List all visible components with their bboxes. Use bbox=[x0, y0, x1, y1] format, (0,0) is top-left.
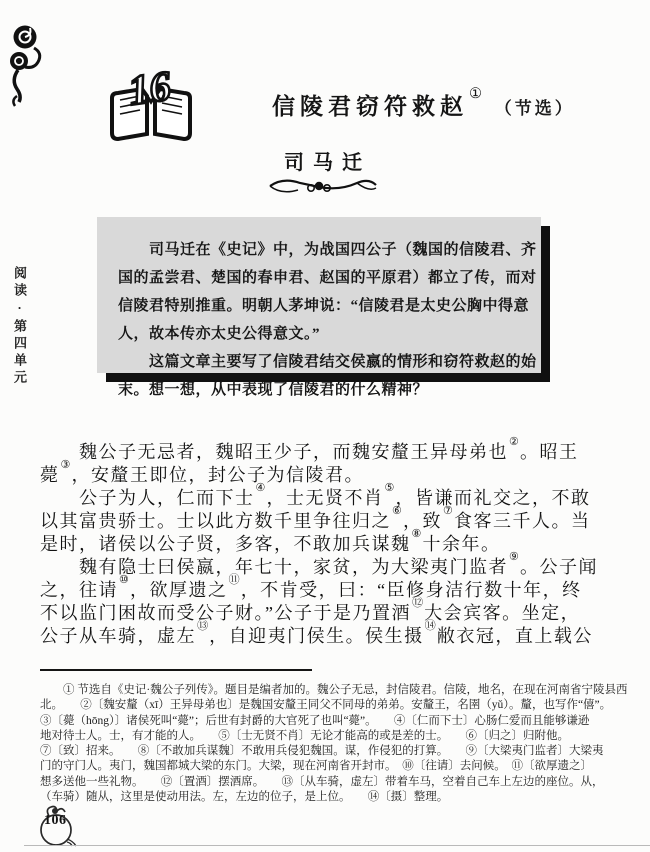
text-line: 以其富贵骄士。士以此方数千里争往归之⑥，致⑦食客三千人。当 bbox=[40, 505, 591, 531]
footnotes bbox=[40, 683, 628, 805]
text-line: 魏有隐士曰侯嬴，年七十，家贫，为大梁夷门监者⑨。公子闻 bbox=[40, 551, 599, 577]
text-line: 之，往请⑩，欲厚遗之⑪，不肯受，曰：“臣修身洁行数十年，终 bbox=[40, 574, 582, 600]
intro-line: 这篇文章主要写了信陵君结交侯嬴的情形和窃符救赵的始 bbox=[118, 354, 537, 370]
open-book-icon bbox=[102, 58, 200, 153]
intro-line: 末。想一想，从中表现了信陵君的什么精神？ bbox=[118, 382, 429, 398]
intro-line: 国的孟尝君、楚国的春申君、赵国的平原君）都立了传，而对 bbox=[118, 270, 537, 286]
footnote-line: ① 节选自《史记·魏公子列传》。题目是编者加的。魏公子无忌，封信陵君。信陵，地名，在现在河南省宁陵县西 bbox=[40, 684, 628, 696]
footnote-divider bbox=[40, 669, 312, 671]
text-line: 魏公子无忌者，魏昭王少子，而魏安釐王异母弟也②。昭王 bbox=[40, 436, 579, 462]
page-edge-line bbox=[24, 845, 650, 846]
footnote-line: ⑦〔致〕招来。 ⑧〔不敢加兵谋魏〕不敢用兵侵犯魏国。谋，作侵犯的打算。 ⑨〔大梁夷门监者〕大梁夷 bbox=[40, 745, 604, 758]
sidebar-unit-label: 阅读·第四单元 bbox=[12, 266, 27, 387]
footnote-line: 北。 ②〔魏安釐（xī）王异母弟也〕是魏国安釐王同父不同母的弟弟。安釐王，名圉（yǔ）。釐，也写作“僖”。 bbox=[40, 699, 612, 712]
lesson-title-suffix: （节选） bbox=[494, 99, 575, 118]
chapter-number: 16 bbox=[125, 63, 174, 115]
footnote-line: 想多送他一些礼物。 ⑫〔置酒〕摆酒席。 ⑬〔从车骑，虚左〕带着车马，空着自己车上左边的座位。从， bbox=[40, 775, 604, 788]
footnote-line: 地对待士人。士，有才能的人。 ⑤〔士无贤不肖〕无论才能高的或是差的士。 ⑥〔归之〕归附他。 bbox=[40, 729, 569, 742]
lesson-title: 信陵君窃符救赵① bbox=[272, 86, 482, 119]
intro-line: 信陵君特别推重。明朝人茅坤说：“信陵君是太史公胸中得意 bbox=[118, 298, 530, 314]
intro-line: 司马迁在《史记》中，为战国四公子（魏国的信陵君、齐 bbox=[118, 242, 537, 258]
footnote-line: ③〔薨（hōng）〕诸侯死叫“薨”；后世有封爵的大官死了也叫“薨”。 ④〔仁而下士〕心肠仁爱而且能够谦逊 bbox=[40, 714, 590, 727]
text-line: 公子为人，仁而下士④，士无贤不肖⑤，皆谦而礼交之，不敢 bbox=[40, 482, 591, 508]
floral-ornament-icon bbox=[4, 22, 46, 115]
intro-box bbox=[97, 217, 541, 398]
text-line: 是时，诸侯以公子贤，多客，不敢加兵谋魏⑧十余年。 bbox=[40, 528, 501, 554]
footnote-line: （车骑）随从，这里是使动用法。左，左边的位子，是上位。 ⑭〔摄〕整理。 bbox=[40, 791, 449, 804]
text-line: 不以监门困故而受公子财。”公子于是乃置酒⑫大会宾客。坐定， bbox=[40, 597, 581, 623]
text-line: 薨③，安釐王即位，封公子为信陵君。 bbox=[40, 459, 365, 485]
page-title bbox=[272, 88, 575, 121]
intro-line: 人，故本传亦太史公得意文。” bbox=[118, 326, 321, 342]
text-line: 公子从车骑，虚左⑬，自迎夷门侯生。侯生摄⑭敝衣冠，直上载公 bbox=[40, 620, 593, 646]
author-block bbox=[258, 146, 388, 202]
main-text bbox=[40, 436, 612, 648]
page-number: 106 bbox=[44, 813, 67, 828]
ribbon-flourish-icon bbox=[258, 173, 388, 202]
author-name: 司马迁 bbox=[284, 152, 371, 174]
footnote-line: 门的守门人。夷门，魏国都城大梁的东门。大梁，现在河南省开封市。 ⑩〔往请〕去问候。 ⑪〔欲厚遗之〕 bbox=[40, 760, 592, 773]
